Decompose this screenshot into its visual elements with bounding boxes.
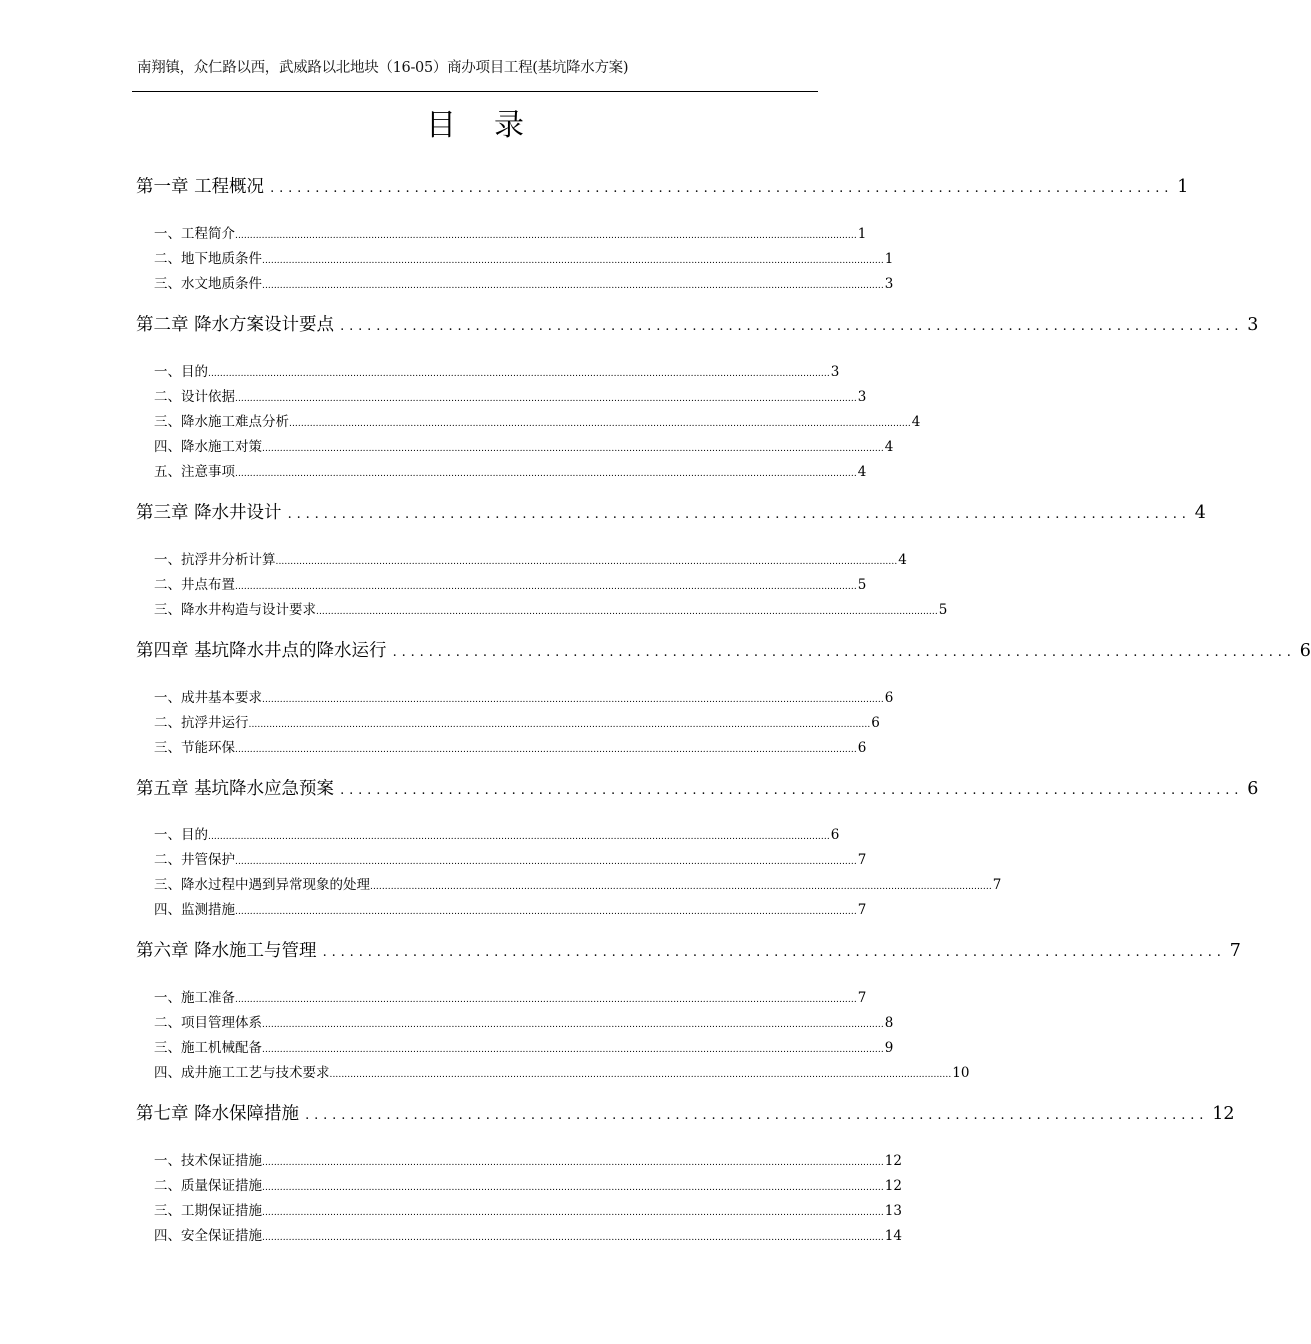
section-label: 二、井点布置 — [154, 577, 235, 593]
toc-entry[interactable] — [154, 1036, 894, 1056]
toc-entry[interactable] — [154, 1174, 902, 1194]
dot-leader: .................................................................................................... — [305, 1108, 1209, 1123]
section-label: 二、井管保护 — [154, 852, 235, 868]
page-number: 13 — [884, 1203, 902, 1219]
toc-entry[interactable] — [154, 272, 894, 292]
page-number: 12 — [884, 1178, 902, 1194]
page-number: 7 — [857, 902, 867, 918]
dot-leader: .................................................................................................................................................................................................................. — [262, 1183, 884, 1193]
page-number: 12 — [1212, 1104, 1235, 1124]
dot-leader: .................................................................................................................................................................................................................. — [316, 607, 938, 617]
page-number: 7 — [992, 877, 1002, 893]
dot-leader: .................................................................................................................................................................................................................. — [262, 1158, 884, 1168]
toc-entry[interactable] — [154, 1149, 902, 1169]
page-number: 6 — [1247, 779, 1259, 799]
section-label: 四、安全保证措施 — [154, 1228, 262, 1244]
running-header: 南翔镇，众仁路以西，武威路以北地块（16-05）商办项目工程(基坑降水方案) — [137, 60, 629, 76]
toc-entry[interactable] — [154, 686, 894, 706]
toc-entry[interactable] — [154, 1011, 894, 1031]
dot-leader: .................................................................................................................................................................................................................. — [235, 857, 857, 867]
section-label: 一、技术保证措施 — [154, 1153, 262, 1169]
page-number: 6 — [1299, 641, 1311, 661]
page-number: 4 — [898, 552, 907, 568]
chapter-label: 第七章 降水保障措施 — [136, 1104, 300, 1124]
dot-leader: .................................................................................................................................................................................................................. — [262, 1208, 884, 1218]
page-number: 3 — [884, 276, 894, 292]
section-label: 二、抗浮井运行 — [154, 715, 249, 731]
toc-chapter-6[interactable] — [136, 937, 1241, 963]
toc-chapter-3[interactable] — [136, 499, 1206, 525]
section-label: 四、监测措施 — [154, 902, 235, 918]
toc-entry[interactable] — [154, 460, 867, 480]
page-number: 3 — [857, 389, 867, 405]
toc-entry[interactable] — [154, 873, 1002, 893]
section-label: 二、设计依据 — [154, 389, 235, 405]
section-label: 一、施工准备 — [154, 990, 235, 1006]
page-number: 9 — [884, 1040, 894, 1056]
section-label: 一、成井基本要求 — [154, 690, 262, 706]
dot-leader: .................................................................................................................................................................................................................. — [208, 369, 830, 379]
dot-leader: .................................................................................................................................................................................................................. — [289, 419, 911, 429]
section-label: 五、注意事项 — [154, 464, 235, 480]
page-number: 6 — [857, 740, 867, 756]
page-number: 4 — [857, 464, 867, 480]
toc-entry[interactable] — [154, 898, 867, 918]
dot-leader: .................................................................................................... — [340, 783, 1244, 798]
dot-leader: .................................................................................................................................................................................................................. — [262, 281, 884, 291]
toc-chapter-1[interactable] — [136, 173, 1189, 199]
toc-chapter-7[interactable] — [136, 1100, 1235, 1126]
dot-leader: .................................................................................................... — [392, 645, 1296, 660]
dot-leader: .................................................................................................... — [287, 507, 1191, 522]
toc-entry[interactable] — [154, 1224, 902, 1244]
dot-leader: .................................................................................................................................................................................................................. — [208, 832, 830, 842]
page-number: 4 — [911, 414, 921, 430]
chapter-label: 第五章 基坑降水应急预案 — [136, 779, 335, 799]
dot-leader: .................................................................................................................................................................................................................. — [329, 1070, 952, 1080]
page-number: 1 — [884, 251, 894, 267]
chapter-label: 第四章 基坑降水井点的降水运行 — [136, 641, 387, 661]
section-label: 一、抗浮井分析计算 — [154, 552, 276, 568]
dot-leader: .................................................................................................................................................................................................................. — [262, 1233, 884, 1243]
dot-leader: .................................................................................................................................................................................................................. — [262, 444, 884, 454]
dot-leader: .................................................................................................................................................................................................................. — [262, 695, 884, 705]
chapter-label: 第一章 工程概况 — [136, 177, 265, 197]
section-label: 三、降水井构造与设计要求 — [154, 602, 316, 618]
section-label: 三、降水过程中遇到异常现象的处理 — [154, 877, 370, 893]
toc-chapter-2[interactable] — [136, 311, 1259, 337]
toc-entry[interactable] — [154, 986, 867, 1006]
dot-leader: .................................................................................................................................................................................................................. — [275, 557, 898, 567]
page-number: 4 — [1194, 503, 1206, 523]
section-label: 一、工程简介 — [154, 226, 235, 242]
dot-leader: .................................................................................................................................................................................................................. — [235, 394, 857, 404]
page-number: 4 — [884, 439, 894, 455]
toc-chapter-5[interactable] — [136, 775, 1259, 801]
toc-entry[interactable] — [154, 1199, 902, 1219]
section-label: 一、目的 — [154, 364, 208, 380]
section-label: 三、水文地质条件 — [154, 276, 262, 292]
dot-leader: .................................................................................................... — [340, 319, 1244, 334]
page-number: 5 — [857, 577, 867, 593]
dot-leader: .................................................................................................................................................................................................................. — [370, 882, 992, 892]
page-number: 3 — [1247, 315, 1259, 335]
toc-entry[interactable] — [154, 598, 948, 618]
page-number: 7 — [857, 990, 867, 1006]
toc-entry[interactable] — [154, 848, 867, 868]
header-divider — [132, 91, 818, 92]
toc-entry[interactable] — [154, 247, 894, 267]
page-number: 5 — [938, 602, 948, 618]
section-label: 三、工期保证措施 — [154, 1203, 262, 1219]
dot-leader: .................................................................................................................................................................................................................. — [262, 1020, 884, 1030]
toc-entry[interactable] — [154, 573, 867, 593]
toc-entry[interactable] — [154, 736, 867, 756]
page-number: 7 — [1229, 941, 1241, 961]
toc-entry[interactable] — [154, 1061, 970, 1081]
section-label: 二、质量保证措施 — [154, 1178, 262, 1194]
section-label: 三、节能环保 — [154, 740, 235, 756]
chapter-label: 第二章 降水方案设计要点 — [136, 315, 335, 335]
page-number: 6 — [830, 827, 840, 843]
section-label: 三、施工机械配备 — [154, 1040, 262, 1056]
page-number: 7 — [857, 852, 867, 868]
toc-entry[interactable] — [154, 711, 880, 731]
dot-leader: .................................................................................................................................................................................................................. — [235, 231, 857, 241]
page-number: 14 — [884, 1228, 902, 1244]
chapter-label: 第六章 降水施工与管理 — [136, 941, 317, 961]
page-number: 10 — [952, 1065, 970, 1081]
toc-entry[interactable] — [154, 823, 840, 843]
section-label: 二、项目管理体系 — [154, 1015, 262, 1031]
page-number: 8 — [884, 1015, 894, 1031]
dot-leader: .................................................................................................................................................................................................................. — [235, 469, 857, 479]
toc-entry[interactable] — [154, 435, 894, 455]
section-label: 一、目的 — [154, 827, 208, 843]
dot-leader: .................................................................................................................................................................................................................. — [262, 256, 884, 266]
toc-entry[interactable] — [154, 410, 921, 430]
page-number: 6 — [884, 690, 894, 706]
page-number: 3 — [830, 364, 840, 380]
page-number: 12 — [884, 1153, 902, 1169]
section-label: 四、成井施工工艺与技术要求 — [154, 1065, 330, 1081]
section-label: 三、降水施工难点分析 — [154, 414, 289, 430]
dot-leader: .................................................................................................... — [270, 181, 1174, 196]
dot-leader: .................................................................................................... — [322, 945, 1226, 960]
toc-title: 目录 — [426, 108, 562, 143]
dot-leader: .................................................................................................................................................................................................................. — [235, 907, 857, 917]
dot-leader: .................................................................................................................................................................................................................. — [235, 582, 857, 592]
dot-leader: .................................................................................................................................................................................................................. — [248, 720, 871, 730]
section-label: 四、降水施工对策 — [154, 439, 262, 455]
toc-entry[interactable] — [154, 222, 867, 242]
page-number: 1 — [1177, 177, 1189, 197]
toc-entry[interactable] — [154, 385, 867, 405]
dot-leader: .................................................................................................................................................................................................................. — [235, 995, 857, 1005]
chapter-label: 第三章 降水井设计 — [136, 503, 282, 523]
dot-leader: .................................................................................................................................................................................................................. — [262, 1045, 884, 1055]
toc-entry[interactable] — [154, 360, 840, 380]
toc-entry[interactable] — [154, 548, 907, 568]
dot-leader: .................................................................................................................................................................................................................. — [235, 745, 857, 755]
toc-chapter-4[interactable] — [136, 637, 1311, 663]
page-number: 6 — [871, 715, 880, 731]
page-number: 1 — [857, 226, 867, 242]
section-label: 二、地下地质条件 — [154, 251, 262, 267]
